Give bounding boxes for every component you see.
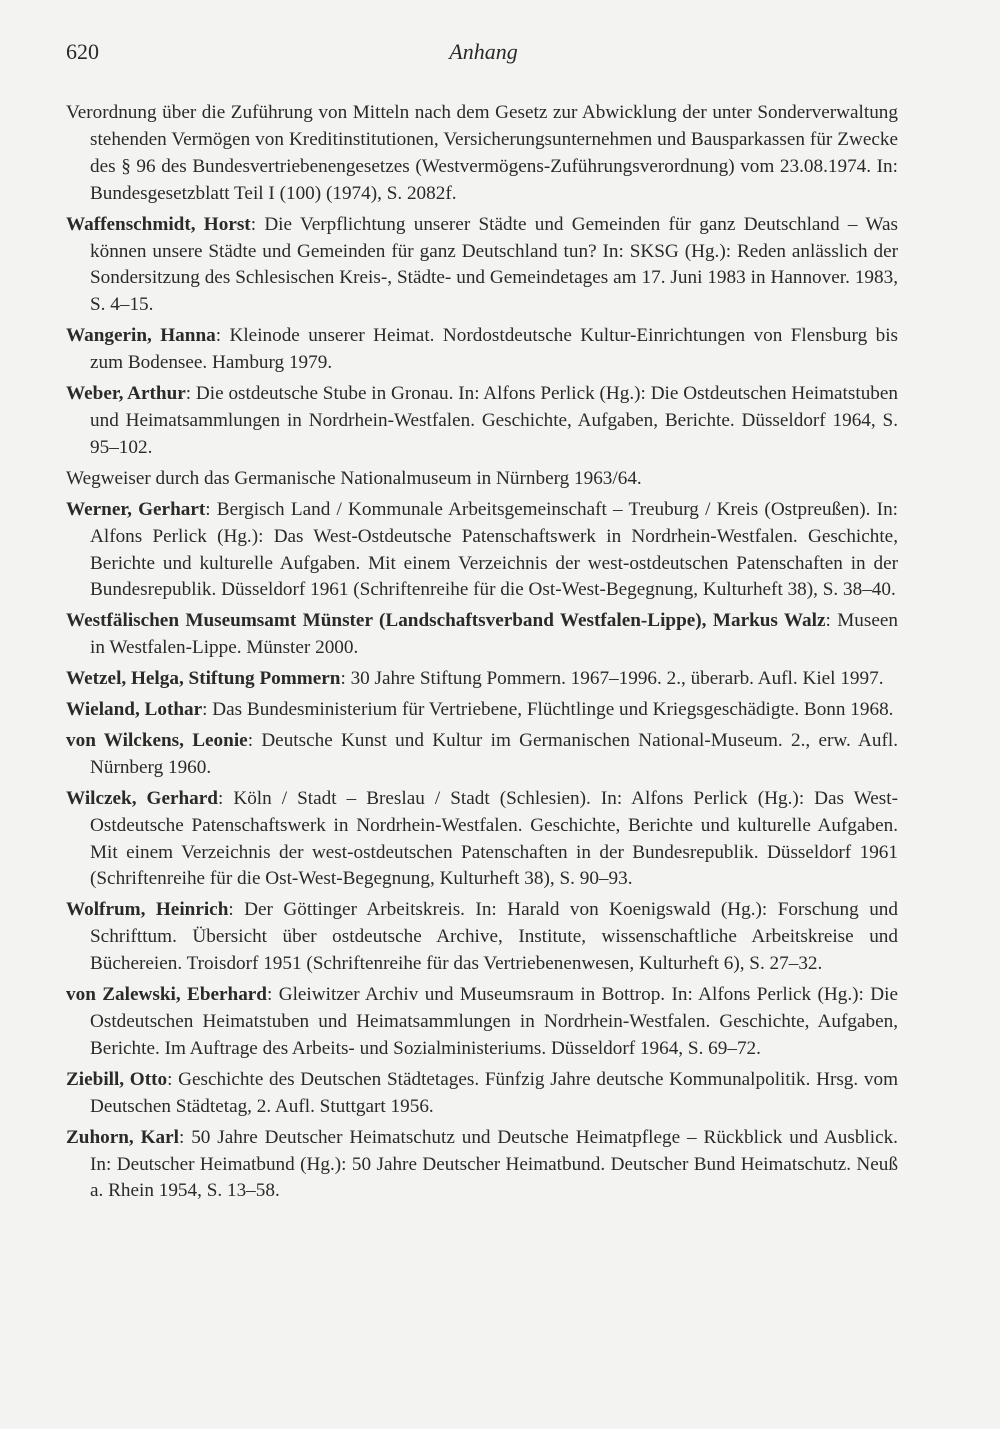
entry-author: Weber, Arthur: [66, 383, 186, 405]
bibliography-entry: [66, 897, 898, 978]
entry-text: : Köln / Stadt – Breslau / Stadt (Schlesien). In: Alfons Perlick (Hg.): Das West-Ostdeutsche Patenschaftswerk in Nordrhein-Westfalen. Geschichte, Berichte und kulturelle Aufgaben. Mit einem Verzeichnis der west-ostdeutschen Patenschaften in der Bundesrepublik. Düsseldorf 1961 (Schriftenreihe für die Ost-West-Begegnung, Kulturheft 38), S. 90–93.: [90, 787, 898, 890]
bibliography-entry: [66, 497, 898, 605]
entry-text: : Die ostdeutsche Stube in Gronau. In: Alfons Perlick (Hg.): Die Ostdeutschen Heimatstuben und Heimatsammlungen in Nordrhein-Westfalen. Geschichte, Aufgaben, Berichte. Düsseldorf 1964, S. 95–102.: [90, 383, 898, 458]
entry-text: : Das Bundesministerium für Vertriebene, Flüchtlinge und Kriegsgeschädigte. Bonn 1968.: [202, 699, 894, 721]
entry-text: : Die Verpflichtung unserer Städte und Gemeinden für ganz Deutschland – Was können unsere Städte und Gemeinden für ganz Deutschland tun? In: SKSG (Hg.): Reden anlässlich der Sondersitzung des Schlesischen Kreis-, Städte- und Gemeindetages am 17. Juni 1983 in Hannover. 1983, S. 4–15.: [90, 213, 898, 316]
entry-author: Wetzel, Helga, Stiftung Pommern: [66, 668, 341, 690]
bibliography-entry: [66, 212, 898, 320]
entry-author: Zuhorn, Karl: [66, 1126, 179, 1148]
page-number: 620: [66, 39, 99, 64]
bibliography-entry: [66, 1067, 898, 1121]
entry-text: : Kleinode unserer Heimat. Nordostdeutsche Kultur-Einrichtungen von Flensburg bis zum Bodensee. Hamburg 1979.: [90, 325, 898, 374]
entry-author: Waffenschmidt, Horst: [66, 213, 251, 235]
entry-text: : Deutsche Kunst und Kultur im Germanischen National-Museum. 2., erw. Aufl. Nürnberg 1960.: [90, 729, 898, 778]
entry-author: Wolfrum, Heinrich: [66, 899, 229, 921]
entry-text: : Bergisch Land / Kommunale Arbeitsgemeinschaft – Treuburg / Kreis (Ostpreußen). In: Alfons Perlick (Hg.): Das West-Ostdeutsche Patenschaftswerk in Nordrhein-Westfalen. Geschichte, Berichte und kulturelle Aufgaben. Mit einem Verzeichnis der west-ostdeutschen Patenschaften in der Bundesrepublik. Düsseldorf 1961 (Schriftenreihe für die Ost-West-Begegnung, Kulturheft 38), S. 38–40.: [90, 498, 898, 601]
entry-author: Ziebill, Otto: [66, 1068, 168, 1090]
page-header: [66, 36, 901, 68]
bibliography-entry: [66, 728, 898, 782]
bibliography-entry: [66, 1125, 898, 1206]
bibliography-entry: [66, 100, 898, 208]
entry-text: Wegweiser durch das Germanische Nationalmuseum in Nürnberg 1963/64.: [66, 467, 642, 489]
bibliography-entry: [66, 982, 898, 1063]
entry-text: : Der Göttinger Arbeitskreis. In: Harald von Koenigswald (Hg.): Forschung und Schrifttum. Übersicht über ostdeutsche Archive, Institute, wissenschaftliche Arbeitskreise und Büchereien. Troisdorf 1951 (Schriftenreihe für das Vertriebenenwesen, Kulturheft 6), S. 27–32.: [90, 899, 898, 975]
bibliography-list: [66, 100, 898, 1209]
entry-author: Werner, Gerhart: [66, 498, 206, 520]
bibliography-entry: [66, 381, 898, 462]
running-head: Anhang: [449, 39, 518, 64]
bibliography-entry: [66, 786, 898, 894]
entry-text: : Museen in Westfalen-Lippe. Münster 2000.: [90, 610, 898, 659]
bibliography-entry: [66, 697, 898, 724]
entry-text: Verordnung über die Zuführung von Mitteln nach dem Gesetz zur Abwicklung der unter Sonderverwaltung stehenden Vermögen von Kreditinstitutionen, Versicherungsunternehmen und Bausparkassen für Zwecke des § 96 des Bundesvertriebenengesetzes (Westvermögens-Zuführungsverordnung) vom 23.08.1974. In: Bundesgesetzblatt Teil I (100) (1974), S. 2082f.: [66, 102, 898, 204]
entry-author: Wilczek, Gerhard: [66, 787, 218, 809]
bibliography-entry: [66, 466, 898, 493]
entry-text: : Geschichte des Deutschen Städtetages. Fünfzig Jahre deutsche Kommunalpolitik. Hrsg. vom Deutschen Städtetag, 2. Aufl. Stuttgart 1956.: [90, 1068, 898, 1117]
entry-author: von Zalewski, Eberhard: [66, 984, 267, 1006]
entry-author: von Wilckens, Leonie: [66, 729, 248, 751]
bibliography-entry: [66, 323, 898, 377]
bibliography-entry: [66, 608, 898, 662]
entry-author: Wieland, Lothar: [66, 699, 203, 721]
entry-author: Wangerin, Hanna: [66, 325, 216, 347]
entry-author: Westfälischen Museumsamt Münster (Landschaftsverband Westfalen-Lippe), Markus Walz: [66, 610, 826, 632]
entry-text: : Gleiwitzer Archiv und Museumsraum in Bottrop. In: Alfons Perlick (Hg.): Die Ostdeutschen Heimatstuben und Heimatsammlungen in Nordrhein-Westfalen. Geschichte, Aufgaben, Berichte. Im Auftrage des Arbeits- und Sozialministeriums. Düsseldorf 1964, S. 69–72.: [90, 984, 898, 1059]
bibliography-entry: [66, 666, 898, 693]
entry-text: : 50 Jahre Deutscher Heimatschutz und Deutsche Heimatpflege – Rückblick und Ausblick. In: Deutscher Heimatbund (Hg.): 50 Jahre Deutscher Heimatbund. Deutscher Bund Heimatschutz. Neuß a. Rhein 1954, S. 13–58.: [90, 1126, 898, 1202]
entry-text: : 30 Jahre Stiftung Pommern. 1967–1996. 2., überarb. Aufl. Kiel 1997.: [340, 668, 884, 690]
